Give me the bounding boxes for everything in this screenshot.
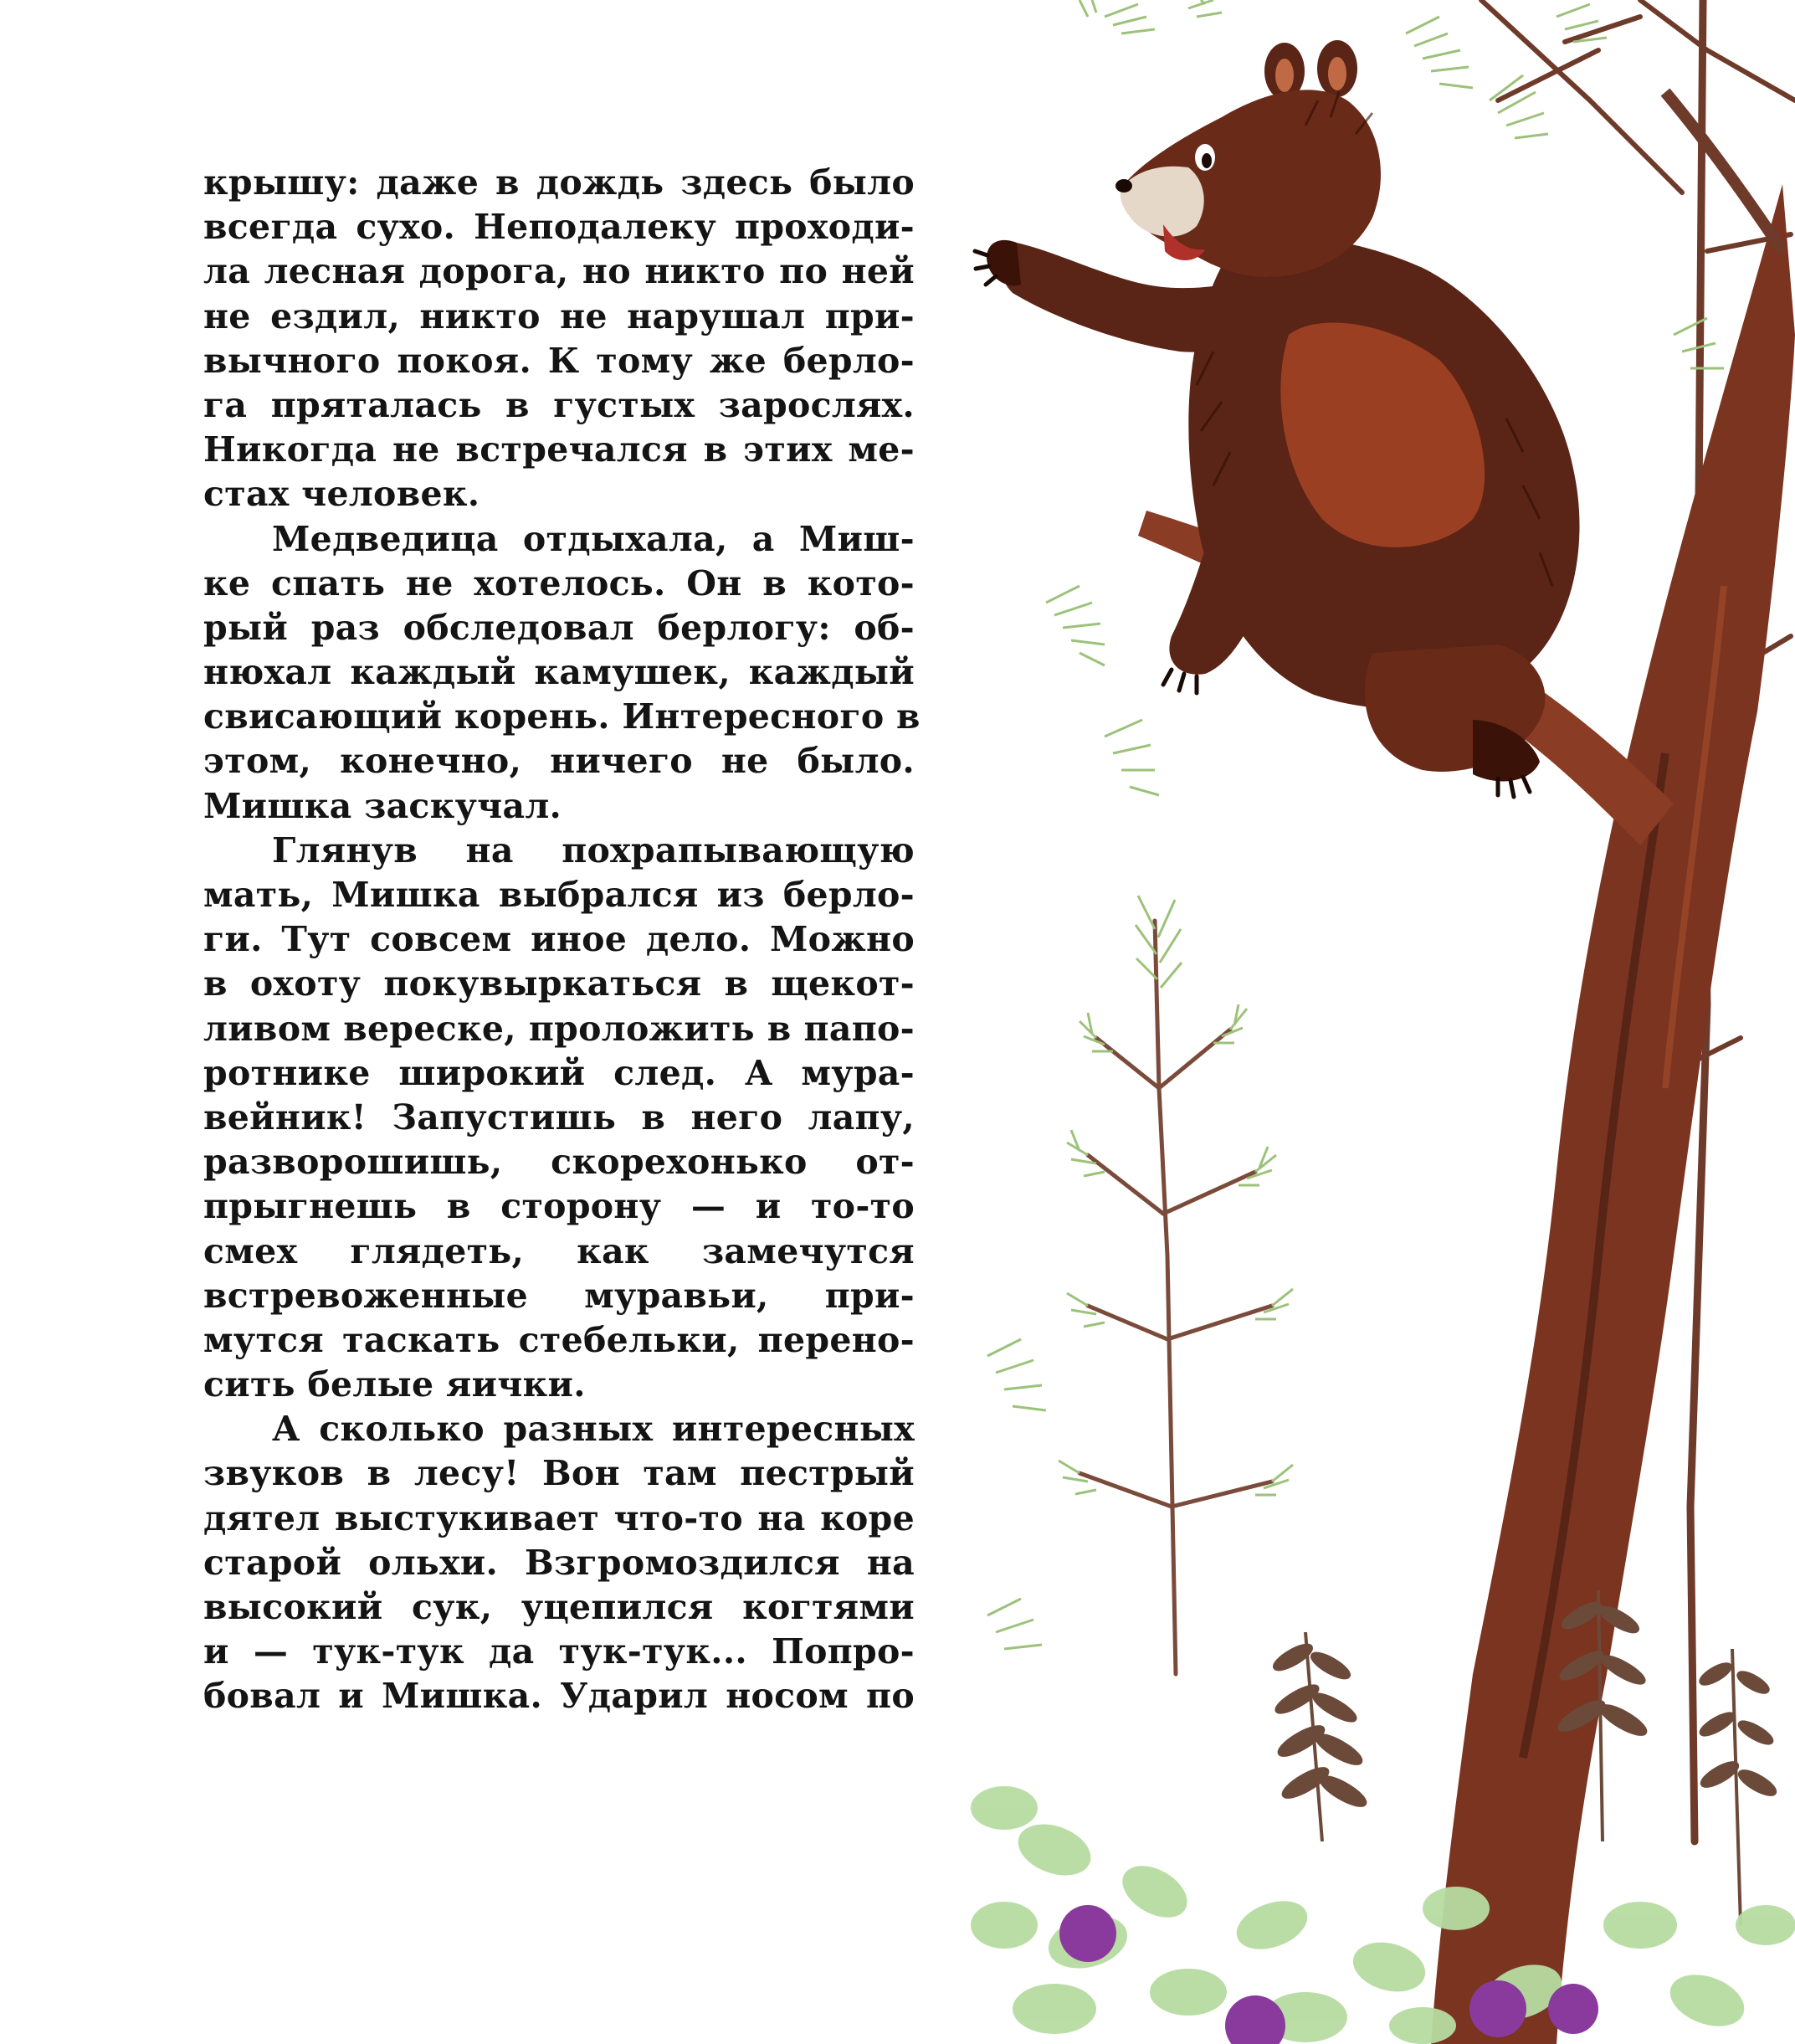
pine-sapling bbox=[1080, 921, 1272, 1674]
text-line: крышу: даже в дождь здесь было bbox=[203, 162, 915, 203]
bear-cub bbox=[975, 40, 1580, 797]
berry bbox=[1059, 1905, 1116, 1962]
text-line: мутся таскать стебельки, перено- bbox=[203, 1319, 915, 1360]
text-line: А сколько разных интересных bbox=[272, 1409, 915, 1450]
text-line: ке спать не хотелось. Он в кото- bbox=[203, 562, 915, 603]
paragraph-3 bbox=[203, 829, 915, 1407]
paragraph-4 bbox=[203, 1407, 915, 1718]
paragraph-2 bbox=[203, 517, 921, 829]
text-line: в охоту покувыркаться в щекот- bbox=[203, 963, 915, 1004]
text-line: Медведица отдыхала, а Миш- bbox=[272, 518, 915, 559]
text-line: ливом вереске, проложить в папо- bbox=[203, 1008, 915, 1049]
text-line: ла лесная дорога, но никто по ней bbox=[203, 251, 915, 292]
text-line: смех глядеть, как замечутся bbox=[203, 1230, 915, 1271]
text-line: звуков в лесу! Вон там пестрый bbox=[203, 1453, 915, 1494]
text-line: встревоженные муравьи, при- bbox=[203, 1275, 915, 1316]
bear-nose bbox=[1115, 179, 1132, 193]
berry bbox=[1548, 1984, 1598, 2034]
text-line: вейник! Запустишь в него лапу, bbox=[203, 1096, 915, 1138]
text-line: бовал и Мишка. Ударил носом по bbox=[203, 1676, 915, 1717]
text-line: рый раз обследовал берлогу: об- bbox=[203, 607, 915, 648]
text-line: прыгнешь в сторону — и то-то bbox=[203, 1186, 915, 1227]
text-line: мать, Мишка выбрался из берло- bbox=[203, 875, 915, 915]
text-line: разворошишь, скорехонько от- bbox=[203, 1142, 915, 1183]
text-line: ротнике широкий след. А мура- bbox=[203, 1052, 915, 1093]
text-line: Мишка заскучал. bbox=[203, 785, 562, 826]
text-line: га пряталась в густых зарослях. bbox=[203, 384, 915, 425]
text-line: Никогда не встречался в этих ме- bbox=[203, 429, 915, 470]
text-line: свисающий корень. Интересного в bbox=[203, 696, 921, 737]
bear-cub-on-tree-illustration bbox=[929, 0, 1795, 2044]
text-line: стах человек. bbox=[203, 474, 480, 515]
text-line: высокий сук, уцепился когтями bbox=[203, 1587, 915, 1627]
text-line: сить белые яички. bbox=[203, 1364, 586, 1405]
pine-sapling-needles bbox=[987, 896, 1293, 1649]
text-line: вычного покоя. К тому же берло- bbox=[203, 340, 915, 381]
text-line: и — тук-тук да тук-тук... Попро- bbox=[203, 1631, 915, 1672]
text-line: нюхал каждый камушек, каждый bbox=[203, 652, 915, 693]
text-line: Глянув на похрапывающую bbox=[272, 829, 915, 870]
text-line: всегда сухо. Неподалеку проходи- bbox=[203, 207, 915, 248]
berry bbox=[1469, 1980, 1526, 2037]
text-line: дятел выстукивает что-то на коре bbox=[203, 1497, 915, 1538]
text-line: старой ольхи. Взгромоздился на bbox=[203, 1542, 915, 1583]
text-line: не ездил, никто не нарушал при- bbox=[203, 295, 915, 336]
story-text bbox=[203, 161, 921, 1719]
paragraph-1 bbox=[203, 161, 915, 517]
text-line: ги. Тут совсем иное дело. Можно bbox=[203, 919, 915, 960]
text-line: этом, конечно, ничего не было. bbox=[203, 741, 915, 782]
